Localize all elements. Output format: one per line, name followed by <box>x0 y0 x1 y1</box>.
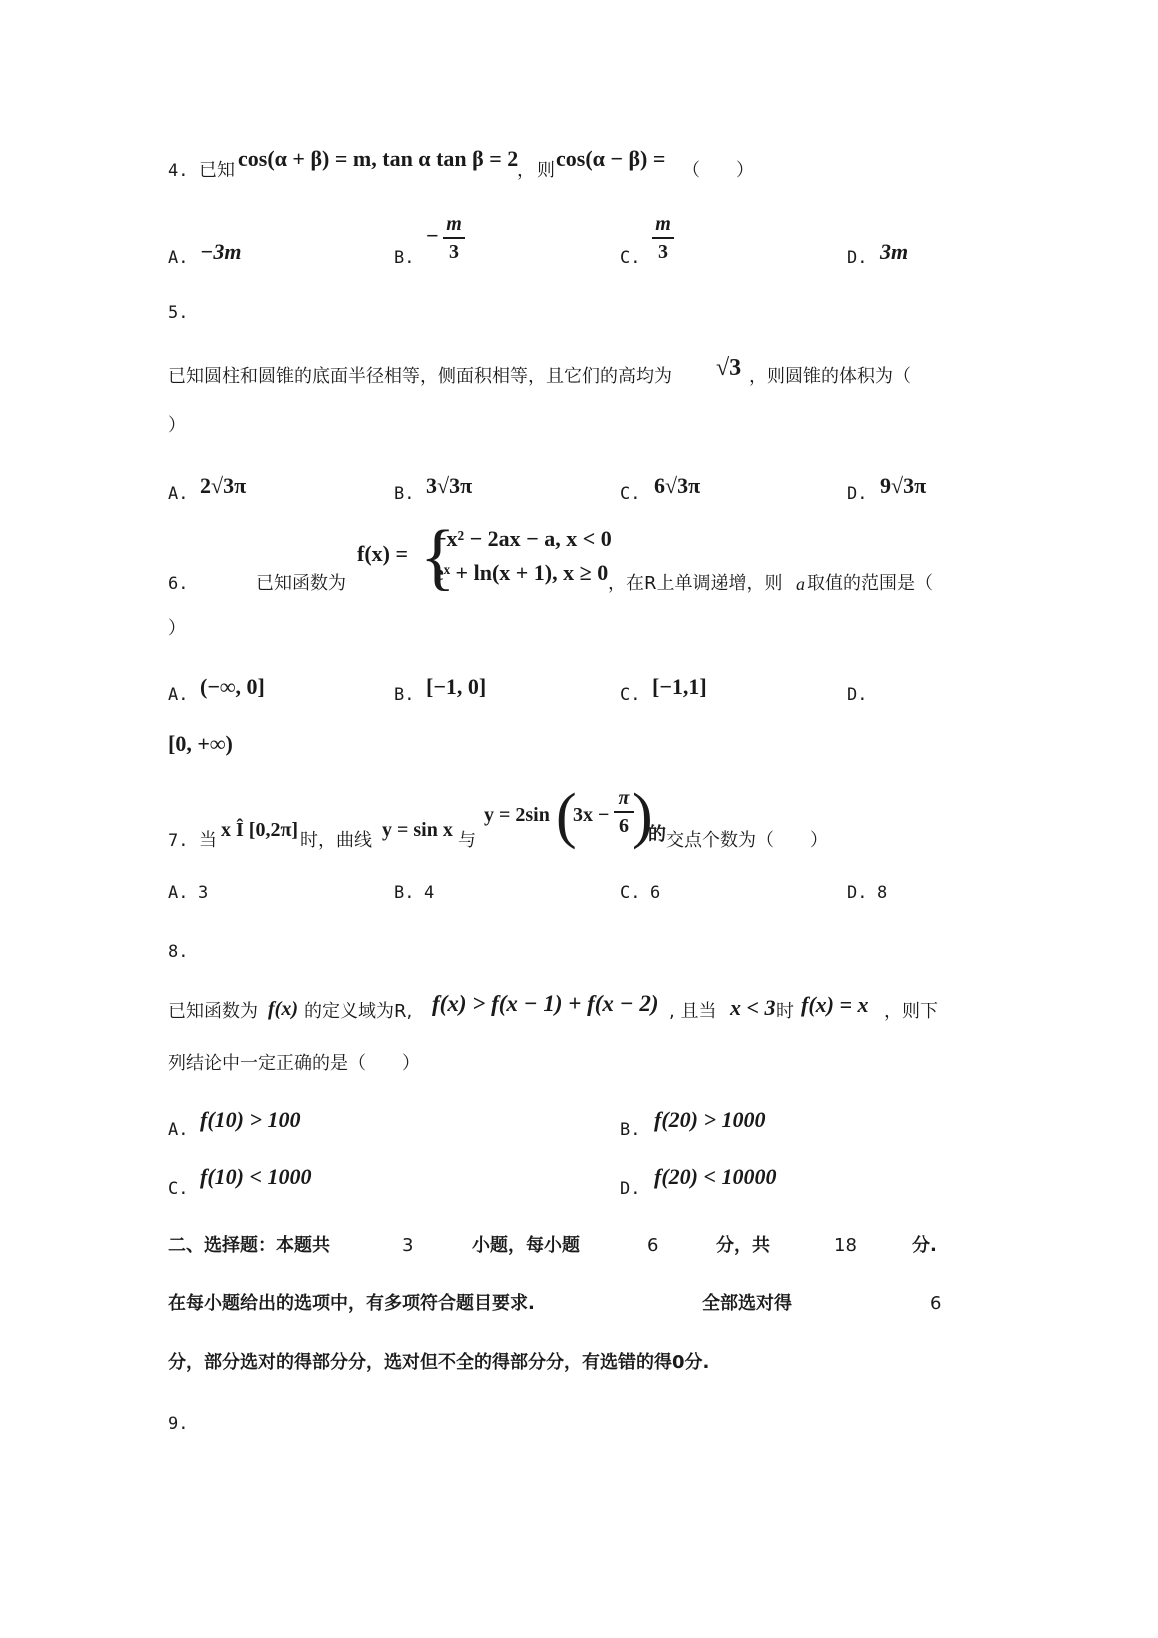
q6-var-a: a <box>796 574 805 594</box>
q8-stem-d: 时 <box>776 1001 794 1022</box>
q4-prefix: 已知 <box>199 160 235 181</box>
q6-option-a: (−∞, 0] <box>200 674 265 699</box>
q6-number: 6. <box>168 574 189 594</box>
q4-option-a-label: A. <box>168 248 189 268</box>
q6-case-1: −x² − 2ax − a, x < 0 <box>434 526 612 551</box>
q9-number: 9. <box>168 1414 189 1434</box>
section2-l2-b: 全部选对得 <box>702 1293 792 1314</box>
q8-number: 8. <box>168 942 189 962</box>
q8-stem-b: 的定义域为R, <box>304 1001 413 1022</box>
q8-stem-e: ，则下 <box>884 1001 938 1022</box>
q7-inner: 3x − <box>573 804 610 826</box>
q7-tail: 交点个数为（ ） <box>666 830 828 851</box>
q7-option-a-label: A. <box>168 883 189 903</box>
q4-answer-paren: （ ） <box>682 160 754 181</box>
q6-option-a-label: A. <box>168 685 189 705</box>
q8-option-d: f(20) < 10000 <box>654 1164 777 1189</box>
q6-option-c: [−1,1] <box>652 674 707 699</box>
q5-stem-b: ，则圆锥的体积为（ <box>749 366 911 387</box>
q7-right-paren: ) <box>632 782 653 850</box>
section2-l2-a: 在每小题给出的选项中，有多项符合题目要求. <box>168 1293 535 1314</box>
q7-with: 与 <box>458 830 476 851</box>
q4-option-b-denominator: 3 <box>449 241 459 263</box>
q7-curve-1: y = sin x <box>382 819 453 841</box>
q6-stem-a: 已知函数为 <box>256 573 346 594</box>
q7-when: 当 <box>199 830 217 851</box>
q4-then: 则 <box>537 160 555 181</box>
q6-option-b-label: B. <box>394 685 415 705</box>
q4-comma: ， <box>517 160 535 181</box>
q5-option-a: 2√3π <box>200 473 247 498</box>
q7-option-d-label: D. <box>847 883 868 903</box>
q6-option-d-label: D. <box>847 685 868 705</box>
q8-option-b-label: B. <box>620 1120 641 1140</box>
q8-inequality: f(x) > f(x − 1) + f(x − 2) <box>432 991 659 1016</box>
q4-option-b-minus: − <box>426 223 439 248</box>
q8-option-a: f(10) > 100 <box>200 1107 301 1132</box>
q4-option-c-label: C. <box>620 248 641 268</box>
q6-option-d: [0, +∞) <box>168 731 233 756</box>
q7-option-c: 6 <box>650 883 661 903</box>
section2-l1-c: 分，共 <box>716 1235 770 1256</box>
section2-l1-b: 小题，每小题 <box>472 1235 580 1256</box>
q6-option-b: [−1, 0] <box>426 674 487 699</box>
q5-stem-a: 已知圆柱和圆锥的底面半径相等，侧面积相等，且它们的高均为 <box>168 366 672 387</box>
q4-option-c-denominator: 3 <box>658 241 668 263</box>
q8-stem-a: 已知函数为 <box>168 1001 258 1022</box>
q7-option-b-label: B. <box>394 883 415 903</box>
q5-option-b-label: B. <box>394 484 415 504</box>
q4-option-b-label: B. <box>394 248 415 268</box>
q4-option-c-fraction <box>652 214 674 262</box>
q4-option-b-numerator: m <box>446 213 462 235</box>
q4-option-a: −3m <box>200 239 242 264</box>
section2-l1-n2: 6 <box>647 1235 659 1256</box>
q6-piecewise-brace: { <box>420 516 456 598</box>
q6-case-2: eˣ + ln(x + 1), x ≥ 0 <box>434 560 609 585</box>
q5-option-a-label: A. <box>168 484 189 504</box>
section2-l2-n: 6 <box>930 1293 942 1314</box>
q4-number: 4. <box>168 161 189 181</box>
q5-option-d: 9√3π <box>880 473 927 498</box>
q8-equation: f(x) = x <box>801 992 869 1017</box>
q4-option-d-label: D. <box>847 248 868 268</box>
q8-condition: x < 3 <box>730 995 776 1020</box>
q7-six: 6 <box>619 815 629 837</box>
q7-curve-2-prefix: y = 2sin <box>484 804 550 826</box>
section2-l1-d: 分. <box>912 1235 937 1256</box>
q8-option-d-label: D. <box>620 1179 641 1199</box>
q5-option-b: 3√3π <box>426 473 473 498</box>
q7-pi: π <box>618 787 630 809</box>
q7-pi-over-6 <box>614 788 634 836</box>
q8-option-b: f(20) > 1000 <box>654 1107 766 1132</box>
q6-close-paren: ） <box>168 618 186 639</box>
q8-option-c-label: C. <box>168 1179 189 1199</box>
q6-fx: f(x) = <box>357 541 409 566</box>
q4-condition: cos(α + β) = m, tan α tan β = 2 <box>238 146 519 171</box>
q7-time: 时，曲线 <box>300 830 372 851</box>
q6-option-c-label: C. <box>620 685 641 705</box>
q7-domain: x Î [0,2π] <box>221 819 299 841</box>
section2-l1-n1: 3 <box>402 1235 414 1256</box>
q7-number: 7. <box>168 831 189 851</box>
q4-option-c-numerator: m <box>655 213 671 235</box>
q8-option-c: f(10) < 1000 <box>200 1164 312 1189</box>
q4-option-d: 3m <box>880 239 909 264</box>
q5-number: 5. <box>168 303 189 323</box>
q5-option-c-label: C. <box>620 484 641 504</box>
q7-option-c-label: C. <box>620 883 641 903</box>
q8-stem-c: , 且当 <box>669 1001 717 1022</box>
q4-option-b-fraction <box>443 214 465 262</box>
q5-close-paren: ） <box>168 415 186 436</box>
q7-left-paren: ( <box>556 782 577 850</box>
q7-option-b: 4 <box>424 883 435 903</box>
q5-sqrt3: √3 <box>716 355 742 381</box>
q7-option-d: 8 <box>877 883 888 903</box>
q6-stem-c: 取值的范围是（ <box>807 573 933 594</box>
q8-fx: f(x) <box>268 998 298 1020</box>
q7-de: 的 <box>648 824 666 845</box>
q5-option-d-label: D. <box>847 484 868 504</box>
q8-option-a-label: A. <box>168 1120 189 1140</box>
q7-option-a: 3 <box>198 883 209 903</box>
section2-l1-n3: 18 <box>834 1235 857 1256</box>
q8-line-2: 列结论中一定正确的是（ ） <box>168 1053 420 1074</box>
q5-option-c: 6√3π <box>654 473 701 498</box>
q4-target: cos(α − β) = <box>556 146 666 171</box>
q6-stem-b: ，在R上单调递增，则 <box>608 573 783 594</box>
section2-l1-a: 二、选择题：本题共 <box>168 1235 330 1256</box>
section2-l3: 分，部分选对的得部分分，选对但不全的得部分分，有选错的得0分. <box>168 1352 710 1373</box>
